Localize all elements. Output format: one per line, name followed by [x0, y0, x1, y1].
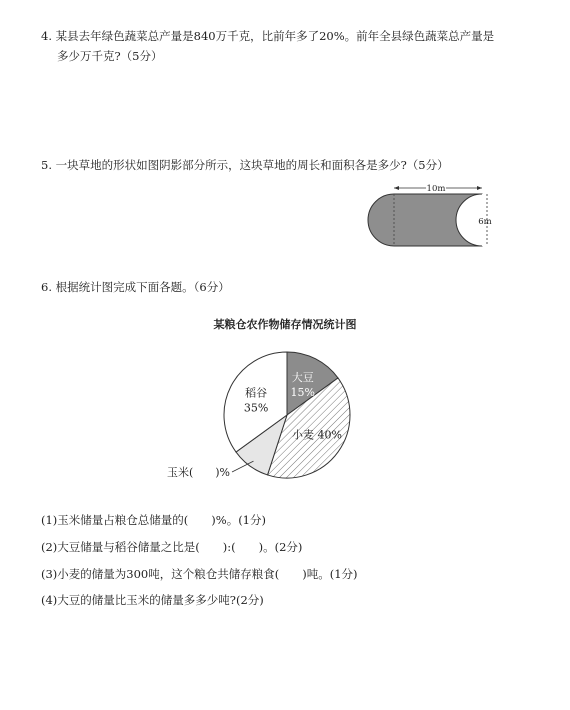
q4-text-line1: 4. 某县去年绿色蔬菜总产量是840万千克，比前年多了20%。前年全县绿色蔬菜总产量是 [41, 29, 495, 43]
length-label: 10m [426, 184, 446, 194]
chart-title: 某粮仓农作物储存情况统计图 [213, 318, 357, 331]
pie-chart [150, 345, 410, 485]
q6-subquestion-1: (1)玉米储量占粮仓总储量的( )%。(1分) [41, 513, 266, 527]
height-label: 6m [478, 217, 492, 227]
slice-name-0: 大豆 [291, 371, 314, 385]
q6-subquestion-2: (2)大豆储量与稻谷储量之比是( ):( )。(2分) [41, 540, 303, 554]
slice-name-3: 稻谷 [245, 386, 268, 400]
slice-label-corn: 玉米( )% [166, 466, 230, 479]
q6-text: 6. 根据统计图完成下面各题。（6分） [41, 280, 230, 294]
slice-label-wheat: 小麦 40% [292, 428, 343, 442]
grass-figure [360, 180, 500, 260]
q4-text-line2: 多少万千克?（5分） [57, 49, 163, 63]
arrowhead-right [477, 186, 482, 190]
q6-subquestion-4: (4)大豆的储量比玉米的储量多多少吨?(2分) [41, 593, 264, 607]
q6-subquestion-3: (3)小麦的储量为300吨，这个粮仓共储存粮食( )吨。(1分) [41, 567, 358, 581]
slice-value-0: 15% [290, 386, 315, 400]
arrowhead-left [394, 186, 399, 190]
slice-value-3: 35% [243, 401, 269, 415]
grass-shape [368, 194, 482, 246]
q5-text: 5. 一块草地的形状如图阴影部分所示，这块草地的周长和面积各是多少?（5分） [41, 158, 449, 172]
